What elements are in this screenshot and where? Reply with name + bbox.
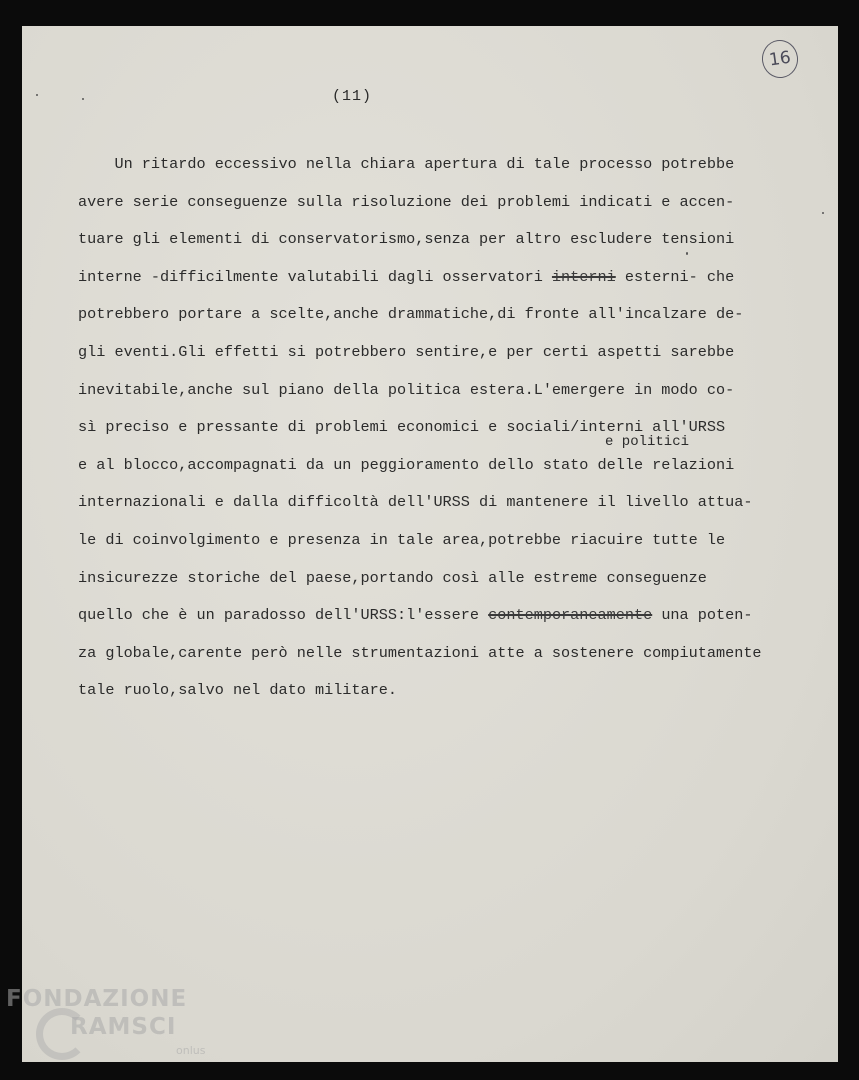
text-line (78, 146, 818, 184)
speck (36, 94, 38, 96)
text-line (78, 334, 818, 372)
text-line (78, 296, 818, 334)
archive-number-stamp (760, 38, 801, 81)
speck (82, 98, 84, 100)
watermark-line1: FONDAZIONE (6, 986, 188, 1012)
text-line (78, 409, 818, 447)
page-number: (11) (332, 88, 373, 105)
text-segment: tale ruolo,salvo nel dato militare. (78, 681, 397, 700)
text-segment: quello che è un paradosso dell'URSS:l'essere (78, 606, 489, 625)
text-line (78, 522, 818, 560)
struck-word: contemporaneamente (488, 606, 653, 625)
text-segment: potrebbero portare a scelte,anche drammatiche,di fronte all'incalzare de- (78, 305, 744, 324)
text-segment: e al blocco,accompagnati da un peggioramento dello stato delle relazioni (78, 455, 735, 474)
text-segment: inevitabile,anche sul piano della politica estera.L'emergere in modo co- (78, 380, 735, 399)
archive-number: 16 (767, 47, 793, 71)
text-segment: insicurezze storiche del paese,portando così alle estreme conseguenze (78, 568, 707, 587)
text-line (78, 635, 818, 673)
text-line (78, 372, 818, 410)
document-page (22, 26, 838, 1062)
watermark-line3: onlus (176, 1044, 206, 1057)
text-segment: esterni- che (615, 267, 735, 286)
text-segment: le di coinvolgimento e presenza in tale area,potrebbe riacuire tutte le (78, 530, 726, 549)
text-segment: una poten- (652, 606, 753, 625)
handwritten-insertion: e politici (605, 434, 690, 450)
watermark-line2: RAMSCI (70, 1014, 177, 1040)
text-line (78, 221, 818, 259)
text-segment: za globale,carente però nelle strumentazioni atte a sostenere compiutamente (78, 643, 762, 662)
text-line (78, 447, 818, 485)
struck-word: interni (551, 267, 616, 286)
text-line (78, 597, 818, 635)
text-line (78, 184, 818, 222)
text-segment: tuare gli elementi di conservatorismo,senza per altro escludere tensioni (78, 230, 735, 249)
text-line (78, 560, 818, 598)
text-line (78, 259, 818, 297)
typed-paragraph (78, 146, 818, 710)
fondazione-gramsci-watermark (6, 986, 226, 1076)
text-segment: avere serie conseguenze sulla risoluzione dei problemi indicati e accen- (78, 192, 735, 211)
text-line (78, 672, 818, 710)
text-segment: interne -difficilmente valutabili dagli osservatori (78, 267, 552, 286)
text-segment: internazionali e dalla difficoltà dell'URSS di mantenere il livello attua- (78, 493, 753, 512)
text-segment: sì preciso e pressante di problemi economici e sociali/interni all'URSS (78, 418, 726, 437)
speck (822, 212, 824, 214)
text-line (78, 484, 818, 522)
text-segment: Un ritardo eccessivo nella chiara apertura di tale processo potrebbe (78, 155, 735, 173)
speck (686, 252, 688, 255)
text-segment: gli eventi.Gli effetti si potrebbero sentire,e per certi aspetti sarebbe (78, 342, 735, 361)
